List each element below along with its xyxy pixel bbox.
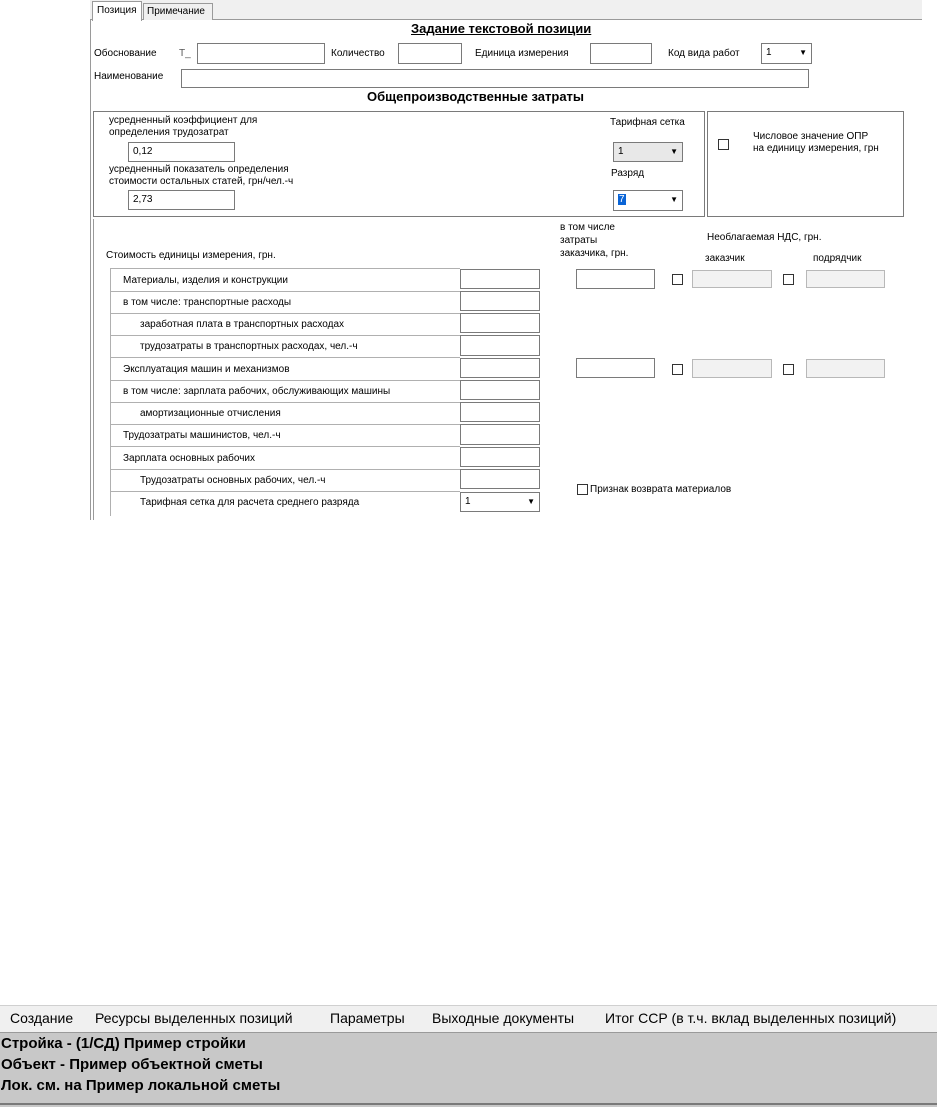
materials-customer-input[interactable]: [576, 269, 655, 289]
machines-vat-contractor-checkbox[interactable]: [783, 364, 794, 375]
customer-header-1: в том числе: [560, 222, 615, 233]
kolichestvo-input[interactable]: [398, 43, 462, 64]
machines-vat-customer-checkbox[interactable]: [672, 364, 683, 375]
kolichestvo-label: Количество: [331, 48, 385, 59]
opr-numeric-box: [707, 111, 904, 217]
transport-salary-input[interactable]: [460, 313, 540, 333]
customer-header-3: заказчика, грн.: [560, 248, 629, 259]
vat-header: Необлагаемая НДС, грн.: [707, 232, 822, 243]
unit-input[interactable]: [590, 43, 652, 64]
menu-item-resources[interactable]: Ресурсы выделенных позиций: [95, 1010, 293, 1026]
row-main-salary-label: Зарплата основных рабочих: [123, 453, 255, 464]
tab-note[interactable]: [143, 3, 213, 20]
row-tariff-grid-label: Тарифная сетка для расчета среднего разряда: [140, 497, 360, 508]
tab-strip: [90, 0, 922, 20]
name-label: Наименование: [94, 71, 164, 82]
chevron-down-icon: ▼: [527, 497, 535, 506]
form-title: Задание текстовой позиции: [411, 21, 592, 36]
tab-note-label: Примечание: [147, 6, 205, 17]
row-depreciation-label: амортизационные отчисления: [140, 408, 281, 419]
name-input[interactable]: [181, 69, 809, 88]
opr-numeric-label-1: Числовое значение ОПР: [753, 131, 869, 142]
return-materials-checkbox[interactable]: [577, 484, 588, 495]
machine-workers-input[interactable]: [460, 380, 540, 400]
pokaz-label-2: стоимости остальных статей, грн/чел.-ч: [109, 176, 294, 187]
transport-input[interactable]: [460, 291, 540, 311]
tariff-grid-avg-value: 1: [465, 496, 471, 507]
razryad-value: 7: [619, 194, 625, 205]
materials-vat-customer-checkbox[interactable]: [672, 274, 683, 285]
main-salary-input[interactable]: [460, 447, 540, 467]
row-transport-labor-label: трудозатраты в транспортных расходах, чел.-ч: [140, 341, 358, 352]
row-divider: [110, 380, 460, 381]
chevron-down-icon: ▼: [670, 195, 678, 204]
status-bottom-border: [0, 1103, 937, 1105]
row-transport-salary-label: заработная плата в транспортных расходах: [140, 319, 345, 330]
depreciation-input[interactable]: [460, 402, 540, 422]
materials-input[interactable]: [460, 269, 540, 289]
menu-item-ssr-total[interactable]: Итог ССР (в т.ч. вклад выделенных позиций): [605, 1010, 897, 1026]
obosnovanie-label: Обоснование: [94, 48, 157, 59]
status-local-estimate: Лок. см. на Пример локальной сметы: [1, 1077, 281, 1094]
row-divider: [110, 446, 460, 447]
tariff-grid-avg-select[interactable]: [460, 492, 540, 512]
opr-numeric-label-2: на единицу измерения, грн: [753, 143, 879, 154]
tariff-grid-select[interactable]: [613, 142, 683, 162]
opr-numeric-checkbox[interactable]: [718, 139, 729, 150]
materials-vat-contractor-input[interactable]: [806, 270, 885, 288]
machines-vat-contractor-input[interactable]: [806, 359, 885, 378]
tariff-grid-value: 1: [618, 146, 624, 157]
razryad-label: Разряд: [611, 168, 645, 179]
coef-label-1: усредненный коэффициент для: [109, 115, 258, 126]
machines-vat-customer-input[interactable]: [692, 359, 772, 378]
tariff-grid-label: Тарифная сетка: [610, 117, 685, 128]
work-code-select[interactable]: [761, 43, 812, 64]
chevron-down-icon: ▼: [799, 48, 807, 57]
machines-customer-input[interactable]: [576, 358, 655, 378]
pokaz-label-1: усредненный показатель определения: [109, 164, 289, 175]
row-divider: [110, 291, 460, 292]
row-machine-workers-label: в том числе: зарплата рабочих, обслуживающих машины: [123, 386, 391, 397]
row-divider: [110, 313, 460, 314]
pokaz-input[interactable]: 2,73: [128, 190, 235, 210]
status-construction: Стройка - (1/СД) Пример стройки: [1, 1035, 246, 1052]
opr-section-title: Общепроизводственные затраты: [367, 89, 585, 104]
transport-labor-input[interactable]: [460, 335, 540, 356]
row-machines-label: Эксплуатация машин и механизмов: [123, 364, 290, 375]
work-code-label: Код вида работ: [668, 48, 740, 59]
row-divider: [110, 491, 460, 492]
obosnovanie-prefix: Т_: [179, 48, 191, 59]
return-materials-label: Признак возврата материалов: [590, 484, 732, 495]
row-divider: [110, 402, 460, 403]
coef-label-2: определения трудозатрат: [109, 127, 229, 138]
row-divider: [110, 335, 460, 336]
menu-item-create[interactable]: Создание: [10, 1010, 74, 1026]
vat-customer-header: заказчик: [705, 253, 745, 264]
materials-vat-contractor-checkbox[interactable]: [783, 274, 794, 285]
machines-input[interactable]: [460, 358, 540, 378]
razryad-select[interactable]: [613, 190, 683, 211]
menu-item-output-docs[interactable]: Выходные документы: [432, 1010, 575, 1026]
status-object: Объект - Пример объектной сметы: [1, 1056, 263, 1073]
chevron-down-icon: ▼: [670, 147, 678, 156]
row-transport-label: в том числе: транспортные расходы: [123, 297, 292, 308]
coef-input[interactable]: 0,12: [128, 142, 235, 162]
row-main-labor-label: Трудозатраты основных рабочих, чел.-ч: [140, 475, 326, 486]
row-divider: [110, 424, 460, 425]
row-divider: [110, 469, 460, 470]
work-code-value: 1: [766, 47, 772, 58]
row-divider: [110, 357, 460, 358]
row-machinist-labor-label: Трудозатраты машинистов, чел.-ч: [123, 430, 281, 441]
obosnovanie-input[interactable]: [197, 43, 325, 64]
row-materials-label: Материалы, изделия и конструкции: [123, 275, 288, 286]
materials-vat-customer-input[interactable]: [692, 270, 772, 288]
customer-header-2: затраты: [560, 235, 598, 246]
tab-position-label: Позиция: [97, 5, 137, 16]
unit-label: Единица измерения: [475, 48, 569, 59]
unit-cost-header: Стоимость единицы измерения, грн.: [106, 250, 276, 261]
machinist-labor-input[interactable]: [460, 424, 540, 445]
main-labor-input[interactable]: [460, 469, 540, 489]
tab-position[interactable]: [92, 1, 142, 21]
menu-item-parameters[interactable]: Параметры: [330, 1010, 405, 1026]
vat-contractor-header: подрядчик: [813, 253, 862, 264]
